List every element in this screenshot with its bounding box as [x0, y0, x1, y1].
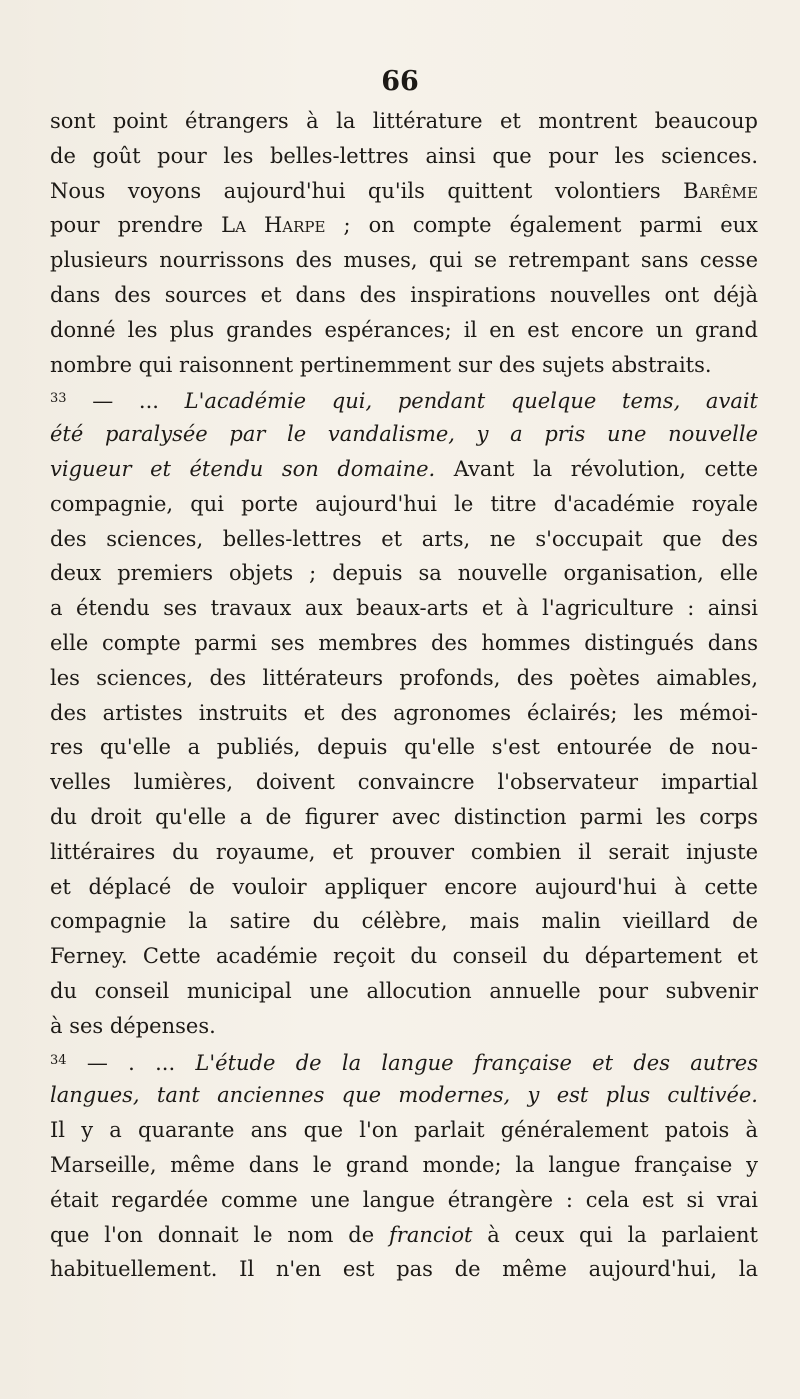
footnote-number: 34: [50, 1052, 67, 1068]
text-line: [50, 939, 758, 974]
text-segment: compagnie la satire du célèbre, mais malin vieillard de: [50, 909, 758, 934]
text-line: [50, 1218, 758, 1253]
text-segment: a étendu ses travaux aux beaux-arts et à l'agriculture : ainsi: [50, 596, 758, 621]
text-line: [50, 1113, 758, 1148]
text-segment: compagnie, qui porte aujourd'hui le titre d'académie royale: [50, 491, 758, 516]
text-segment: res qu'elle a publiés, depuis qu'elle s'est entourée de nou-: [50, 735, 758, 760]
text-segment: deux premiers objets ; depuis sa nouvelle organisation, elle: [50, 561, 758, 586]
text-line: [50, 904, 758, 939]
body-text: [50, 104, 758, 1287]
text-segment: elle compte parmi ses membres des hommes distingués dans: [50, 630, 758, 655]
text-segment: langues, tant anciennes que modernes, y est plus cultivée.: [50, 1083, 758, 1108]
text-segment: Nous voyons aujourd'hui qu'ils quittent volontiers: [50, 178, 684, 203]
text-segment: été paralysée par le vandalisme, y a pris une nouvelle: [50, 422, 758, 447]
text-line: [50, 765, 758, 800]
text-line: [50, 974, 758, 1009]
text-line: [50, 174, 758, 209]
text-segment: était regardée comme une langue étrangère : cela est si vrai: [50, 1187, 758, 1212]
text-segment: Avant la révolution, cette: [435, 456, 758, 481]
text-segment: — ...: [66, 389, 185, 414]
text-line: [50, 661, 758, 696]
text-segment: nombre qui raisonnent pertinemment sur des sujets abstraits.: [50, 352, 712, 377]
text-line: [50, 835, 758, 870]
text-line: [50, 1252, 758, 1287]
text-segment: Il y a quarante ans que l'on parlait généralement patois à: [50, 1118, 758, 1143]
text-line: [50, 487, 758, 522]
text-segment: ; on compte également parmi eux: [325, 213, 758, 238]
text-line: [50, 870, 758, 905]
text-segment: littéraires du royaume, et prouver combien il serait injuste: [50, 839, 758, 864]
text-line: [50, 348, 758, 383]
text-segment: L'académie qui, pendant quelque tems, avait: [184, 389, 758, 414]
text-line: [50, 1148, 758, 1183]
text-segment: que l'on donnait le nom de: [50, 1222, 390, 1247]
text-line: [50, 417, 758, 452]
text-segment: Barême: [683, 178, 758, 203]
text-line: [50, 452, 758, 487]
text-line: [50, 696, 758, 731]
text-line: [50, 1183, 758, 1218]
text-segment: de goût pour les belles-lettres ainsi que pour les sciences.: [50, 143, 758, 168]
text-line: [50, 556, 758, 591]
text-segment: — . ...: [66, 1050, 196, 1075]
text-segment: des artistes instruits et des agronomes éclairés; les mémoi-: [50, 700, 758, 725]
text-line: [50, 591, 758, 626]
text-segment: vigueur et étendu son domaine.: [50, 456, 436, 481]
text-segment: du droit qu'elle a de figurer avec distinction parmi les corps: [50, 804, 758, 829]
text-segment: donné les plus grandes espérances; il en est encore un grand: [50, 317, 758, 342]
text-line: [50, 139, 758, 174]
text-line: [50, 730, 758, 765]
text-segment: du conseil municipal une allocution annuelle pour subvenir: [50, 978, 758, 1003]
text-line: [50, 243, 758, 278]
text-segment: Ferney. Cette académie reçoit du conseil du département et: [50, 944, 758, 969]
text-segment: pour prendre: [50, 213, 222, 238]
text-segment: Marseille, même dans le grand monde; la langue française y: [50, 1152, 758, 1177]
text-line: [50, 208, 758, 243]
text-line: [50, 104, 758, 139]
text-line: [50, 522, 758, 557]
text-line: [50, 278, 758, 313]
text-segment: les sciences, des littérateurs profonds, des poètes aimables,: [50, 665, 758, 690]
text-line: [50, 313, 758, 348]
text-segment: des sciences, belles-lettres et arts, ne s'occupait que des: [50, 526, 758, 551]
text-line: [50, 800, 758, 835]
page-number: 66: [381, 66, 419, 97]
text-line: [50, 382, 758, 417]
text-segment: à ceux qui la parlaient: [472, 1222, 758, 1247]
text-line: [50, 1044, 758, 1079]
text-line: [50, 1078, 758, 1113]
text-segment: habituellement. Il n'en est pas de même aujourd'hui, la: [50, 1257, 758, 1282]
text-segment: à ses dépenses.: [50, 1013, 216, 1038]
text-segment: La Harpe: [221, 213, 326, 238]
text-segment: franciot: [389, 1222, 473, 1247]
text-line: [50, 626, 758, 661]
text-segment: L'étude de la langue française et des autres: [195, 1050, 758, 1075]
footnote-number: 33: [50, 391, 67, 407]
text-segment: dans des sources et dans des inspirations nouvelles ont déjà: [50, 282, 758, 307]
text-segment: sont point étrangers à la littérature et montrent beaucoup: [50, 109, 758, 133]
text-line: [50, 1009, 758, 1044]
text-segment: velles lumières, doivent convaincre l'observateur impartial: [50, 770, 758, 795]
text-segment: plusieurs nourrissons des muses, qui se retrempant sans cesse: [50, 248, 758, 273]
text-segment: et déplacé de vouloir appliquer encore aujourd'hui à cette: [50, 874, 758, 899]
